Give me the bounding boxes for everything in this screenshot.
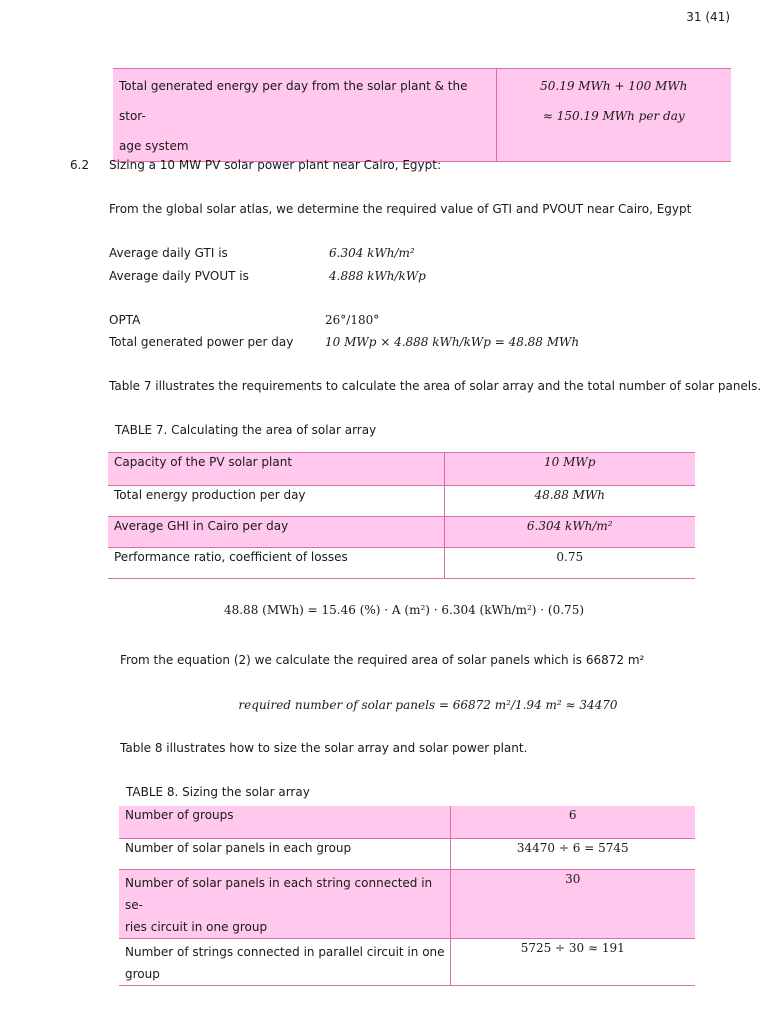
table-row: [108, 517, 695, 548]
param-label: Average daily PVOUT is: [109, 269, 249, 283]
table-row: [108, 453, 695, 486]
table-cell-label: Capacity of the PV solar plant: [108, 453, 444, 486]
table8-caption: TABLE 8. Sizing the solar array: [126, 785, 310, 799]
table7-caption: TABLE 7. Calculating the area of solar array: [115, 423, 377, 437]
table-row: [119, 939, 695, 986]
table-row: [108, 486, 695, 517]
table-cell-label: ries circuit in one group: [125, 920, 268, 934]
table-cell-value: 0.75: [444, 548, 695, 579]
param-value: 4.888 kWh/kWp: [329, 269, 426, 283]
intro-paragraph: From the global solar atlas, we determine the required value of GTI and PVOUT near Cairo, Egypt: [109, 202, 692, 216]
table-cell-value: 48.88 MWh: [444, 486, 695, 517]
table8-intro: Table 8 illustrates how to size the solar array and solar power plant.: [120, 741, 528, 755]
table-cell-label: Number of strings connected in parallel circuit in one: [125, 945, 445, 959]
table-cell-label: Average GHI in Cairo per day: [108, 517, 444, 548]
table-cell-label: Number of solar panels in each group: [119, 839, 450, 870]
table-cell-value: 34470 ÷ 6 = 5745: [450, 839, 695, 870]
table-cell-value: 6.304 kWh/m²: [444, 517, 695, 548]
param-value: 6.304 kWh/m²: [329, 246, 415, 260]
table6-tail: [113, 68, 731, 162]
table-cell-label: Performance ratio, coefficient of losses: [108, 548, 444, 579]
table-row: [119, 839, 695, 870]
equation-panels: required number of solar panels = 66872 m²/1.94 m² ≈ 34470: [238, 698, 618, 712]
table7: [108, 452, 695, 579]
area-paragraph: From the equation (2) we calculate the required area of solar panels which is 66872 m²: [120, 653, 645, 667]
page-number: 31 (41): [686, 10, 730, 24]
table-cell-label: Number of solar panels in each string connected in se-: [125, 876, 433, 912]
param-label: Average daily GTI is: [109, 246, 228, 260]
table-cell-label: Total generated energy per day from the solar plant & the stor-: [119, 79, 468, 123]
table8: [119, 806, 695, 986]
param-label: OPTA: [109, 313, 141, 327]
section-number: 6.2: [70, 158, 90, 172]
table-cell-value: 50.19 MWh + 100 MWh: [540, 79, 688, 93]
param-value: 10 MWp × 4.888 kWh/kWp = 48.88 MWh: [325, 335, 580, 349]
table-cell-value: 30: [450, 870, 695, 939]
param-value: 26°/180°: [325, 313, 380, 327]
table-cell-value: ≈ 150.19 MWh per day: [542, 109, 685, 123]
table-row: [113, 69, 731, 162]
table-cell-value: 6: [450, 806, 695, 839]
table-cell-label: group: [125, 967, 160, 981]
section-title: Sizing a 10 MW PV solar power plant near Cairo, Egypt:: [109, 158, 441, 172]
param-label: Total generated power per day: [109, 335, 294, 349]
table-cell-value: 10 MWp: [444, 453, 695, 486]
table-cell-label: Total energy production per day: [108, 486, 444, 517]
table-cell-label: age system: [119, 139, 189, 153]
table-row: [108, 548, 695, 579]
table-row: [119, 806, 695, 839]
table-cell-value: 5725 ÷ 30 ≈ 191: [450, 939, 695, 986]
table-cell-label: Number of groups: [119, 806, 450, 839]
equation-energy: 48.88 (MWh) = 15.46 (%) · A (m²) · 6.304 (kWh/m²) · (0.75): [223, 603, 585, 617]
table-row: [119, 870, 695, 939]
table7-intro: Table 7 illustrates the requirements to calculate the area of solar array and the total number of solar panels.: [109, 379, 762, 393]
